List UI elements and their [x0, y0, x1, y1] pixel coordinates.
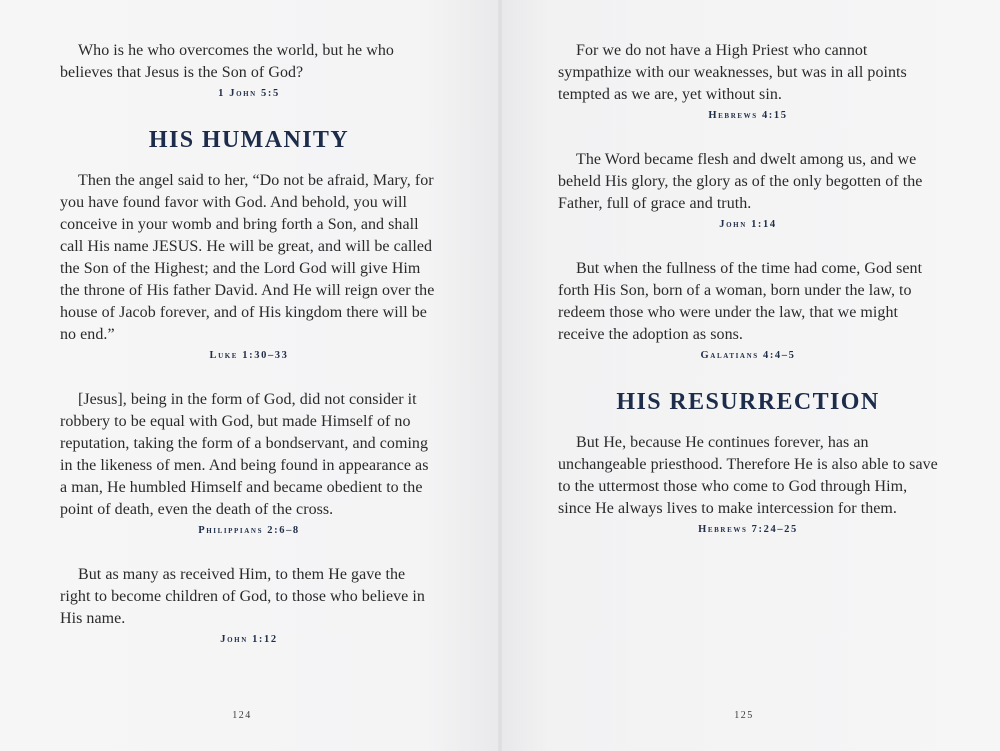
opening-verse: [60, 40, 438, 99]
verse-reference: John 1:14: [719, 219, 777, 230]
right-page-content: [558, 40, 938, 563]
verse-text: [Jesus], being in the form of God, did not consider it robbery to be equal with God, but made Himself of no reputation, taking the form of a bondservant, and coming in the likeness of men. And being found in appearance as a man, He humbled Himself and became obedient to the point of death, even the death of the cross.: [60, 391, 429, 518]
verse-text: But as many as received Him, to them He gave the right to become children of God, to those who believe in His name.: [60, 566, 425, 627]
left-page-content: [60, 40, 438, 673]
verse-text: The Word became flesh and dwelt among us, and we beheld His glory, the glory as of the only begotten of the Father, full of grace and truth.: [558, 151, 923, 212]
right-page: [500, 0, 1000, 751]
verse-reference: Philippians 2:6–8: [198, 525, 300, 536]
verse-text: Who is he who overcomes the world, but he who believes that Jesus is the Son of God?: [60, 42, 394, 81]
verse-block: [60, 389, 438, 536]
verse-block: [558, 149, 938, 230]
verse-text: But He, because He continues forever, has an unchangeable priesthood. Therefore He is also able to save to the uttermost those who come to God through Him, since He always lives to make intercession for them.: [558, 434, 938, 517]
book-gutter: [498, 0, 502, 751]
verse-text: But when the fullness of the time had come, God sent forth His Son, born of a woman, born under the law, to redeem those who were under the law, that we might receive the adoption as sons.: [558, 260, 923, 343]
verse-text: Then the angel said to her, “Do not be afraid, Mary, for you have found favor with God. And behold, you will conceive in your womb and bring forth a Son, and shall call His name JESUS. He will be great, and will be called the Son of the Highest; and the Lord God will give Him the throne of His father David. And He will reign over the house of Jacob forever, and of His kingdom there will be no end.”: [60, 172, 435, 343]
verse-reference: Hebrews 4:15: [708, 110, 788, 121]
page-number: 124: [232, 710, 252, 721]
verse-reference: John 1:12: [220, 634, 278, 645]
verse-block: [60, 564, 438, 645]
closing-verse: [558, 432, 938, 535]
verse-block: [558, 258, 938, 361]
verse-reference: Luke 1:30–33: [209, 350, 289, 361]
section-heading-humanity: HIS HUMANITY: [148, 127, 350, 153]
section-heading-resurrection: HIS RESURRECTION: [616, 389, 880, 415]
page-number: 125: [734, 710, 754, 721]
verse-reference: Hebrews 7:24–25: [698, 524, 798, 535]
verse-text: For we do not have a High Priest who cannot sympathize with our weaknesses, but was in all points tempted as we are, yet without sin.: [558, 42, 907, 103]
verse-block: [558, 40, 938, 121]
verse-reference: Galatians 4:4–5: [700, 350, 796, 361]
verse-block: [60, 170, 438, 361]
verse-reference: 1 John 5:5: [218, 88, 280, 99]
